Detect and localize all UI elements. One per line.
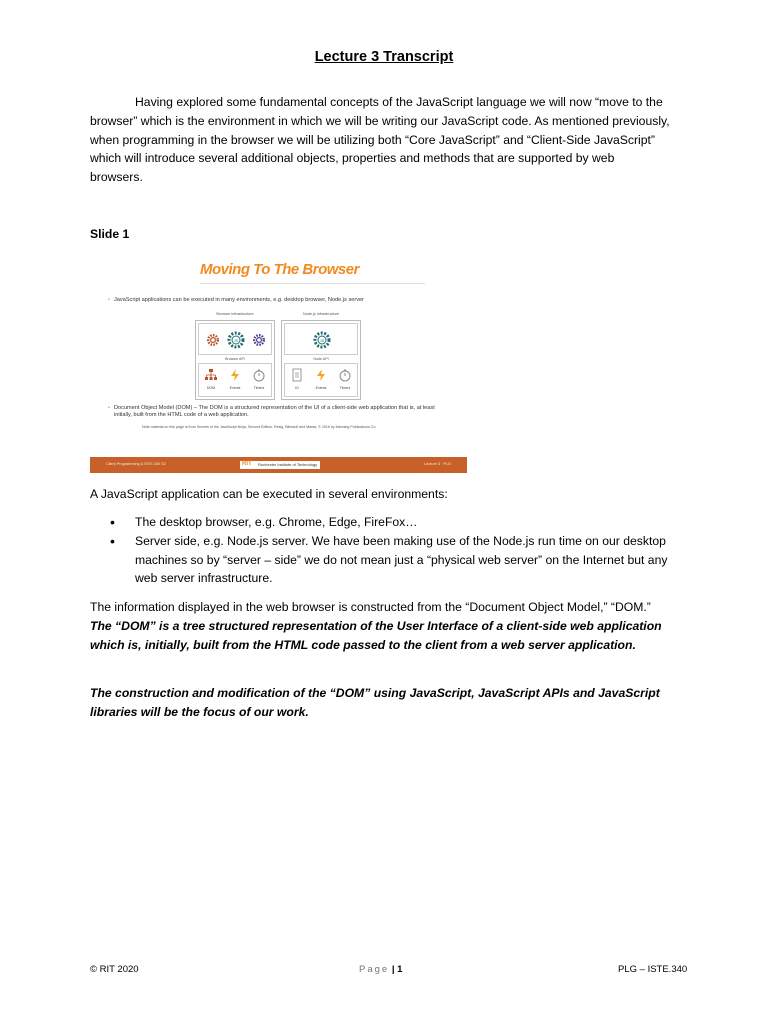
slide-title: Moving To The Browser <box>200 261 359 278</box>
slide-thumbnail <box>90 255 467 475</box>
rit-logo <box>240 461 320 469</box>
api-box <box>284 363 358 397</box>
footer-page-word: Page <box>359 964 390 975</box>
js-engine-icon <box>226 330 246 350</box>
api-item-label: Events <box>315 386 327 390</box>
slide-footer-bar <box>90 457 467 473</box>
slide-divider <box>200 283 425 284</box>
footer-page-value: 1 <box>397 964 403 975</box>
slide-bullet-environments: • JavaScript applications can be executed in many environments, e.g. desktop browser, Node.js server <box>114 297 444 304</box>
engine-box <box>284 323 358 355</box>
dom-paragraph <box>90 598 670 654</box>
rit-logo-mark: RIT <box>242 461 252 467</box>
api-item-label: IO <box>295 386 299 390</box>
engine-box <box>198 323 272 355</box>
browser-infrastructure-panel <box>195 312 275 400</box>
lightning-icon <box>228 368 242 382</box>
svg-text:JS: JS <box>319 338 325 343</box>
api-item-label: Timers <box>253 386 265 390</box>
slide-bullet-dom: • Document Object Model (DOM) – The DOM is a structured representation of the UI of a client-side web application that is, at least initially, built from the HTML code of a web application. <box>114 405 444 419</box>
slide-credit: Note material on this page is from Secrets of the JavaScript Ninja, Second Edition; Resig, Bibeault and Maras; © 2016 by Manning Publications Co. <box>142 425 377 429</box>
list-item: • The desktop browser, e.g. Chrome, Edge, FireFox… <box>90 513 670 532</box>
svg-text:JS: JS <box>233 338 239 343</box>
page-title: Lecture 3 Transcript <box>314 49 454 65</box>
slide-label: Slide 1 <box>90 227 130 241</box>
stopwatch-icon <box>252 368 266 382</box>
api-item-label: Events <box>229 386 241 390</box>
js-engine-icon <box>312 330 332 350</box>
slide-footer-left: Client Programming & ISTE.340 S2 <box>106 462 166 466</box>
footer-course: PLG – ISTE.340 <box>618 964 688 975</box>
environment-list <box>90 513 670 588</box>
api-item-label: DOM <box>206 386 216 390</box>
stopwatch-icon <box>338 368 352 382</box>
api-item-label: Timers <box>339 386 351 390</box>
nodejs-infrastructure-panel <box>281 312 361 400</box>
lightning-icon <box>314 368 328 382</box>
panel-caption: Node.js infrastructure <box>302 312 340 316</box>
dom-paragraph-text: The information displayed in the web browser is constructed from the “Document Object Model,” “DOM.” <box>90 600 651 614</box>
slide-footer-right: Lecture 3 · PLG <box>424 462 451 466</box>
gear-icon <box>251 332 267 348</box>
focus-paragraph: The construction and modification of the “DOM” using JavaScript, JavaScript APIs and JavaScript libraries will be the focus of our work. <box>90 686 660 719</box>
dom-paragraph-emphasis: The “DOM” is a tree structured representation of the User Interface of a client-side web application which is, initially, built from the HTML code passed to the client from a web server application. <box>90 618 662 652</box>
file-icon <box>290 368 304 382</box>
list-item: • Server side, e.g. Node.js server. We have been making use of the Node.js run time on our desktop machines so by “server – side” we do not mean just a “physical web server” on the Internet but any web server infrastructure. <box>90 532 670 588</box>
intro-paragraph: Having explored some fundamental concepts of the JavaScript language we will now “move to the browser” which is the environment in which we will be writing our JavaScript code. As mentioned previously, when programming in the browser we will be utilizing both “Core JavaScript” and “Client-Side JavaScript” which will introduce several additional objects, properties and methods that are supported by web browsers. <box>90 95 670 185</box>
panel-caption: Browser infrastructure <box>216 312 254 316</box>
footer-copyright: © RIT 2020 <box>90 964 139 975</box>
api-box <box>198 363 272 397</box>
dom-tree-icon <box>204 368 218 382</box>
environments-intro: A JavaScript application can be executed in several environments: <box>90 487 448 501</box>
gear-icon <box>205 332 221 348</box>
api-label: Browser API <box>225 357 245 361</box>
footer-page-separator: | <box>389 964 398 975</box>
api-label: Node API <box>313 357 329 361</box>
footer-page-number <box>359 964 402 975</box>
rit-logo-name: Rochester Institute of Technology <box>258 462 318 467</box>
